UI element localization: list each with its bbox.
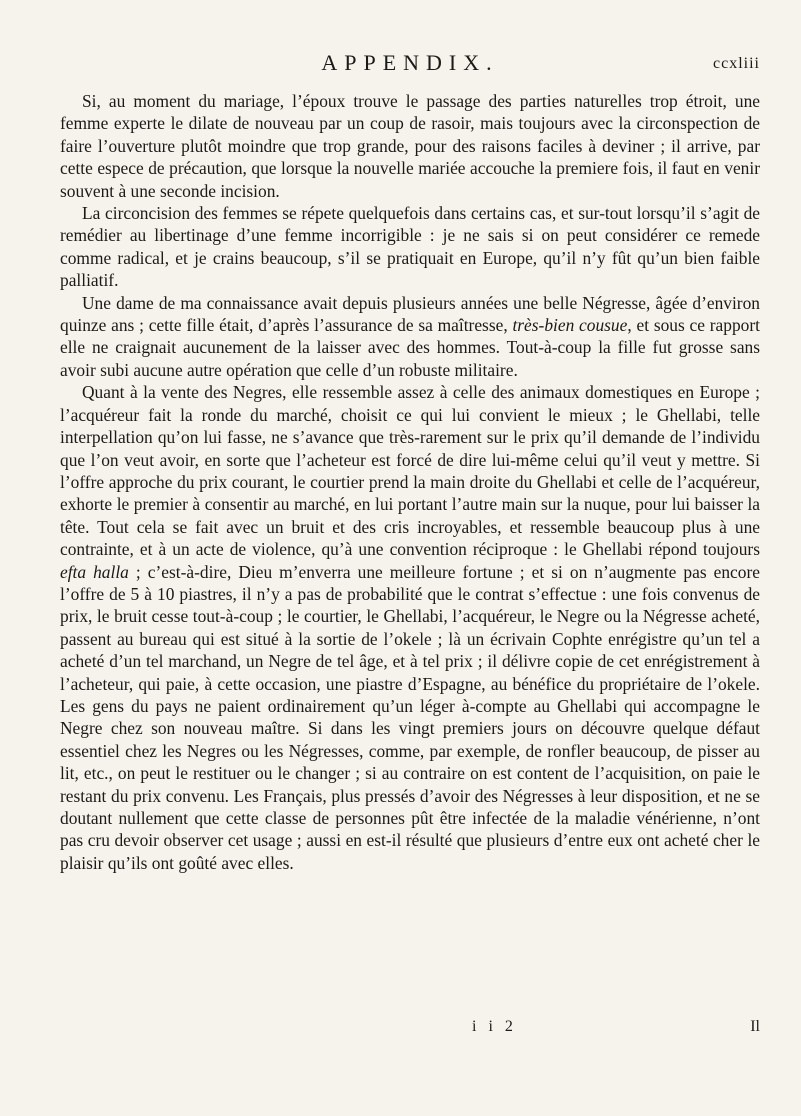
paragraph	[60, 381, 760, 874]
paragraph	[60, 292, 760, 382]
running-title: APPENDIX.	[321, 50, 499, 75]
printer-signature-mark: i i 2	[472, 1018, 517, 1035]
body-text	[60, 90, 760, 874]
text-run: ; c’est-à-dire, Dieu m’enverra une meilleure fortune ; et si on n’augmente pas encore l’offre de 5 à 10 piastres, il n’y a pas de probabilité que le contrat s’effectue : une fois convenus de prix, le bruit cesse tout-à-coup ; le courtier, le Ghellabi, l’acquéreur, le Negre ou la Négresse acheté, passent au bureau qui est situé à la sortie de l’okele ; là un écrivain Cophte enrégistre qu’un tel a acheté d’un tel marchand, un Negre de tel âge, et à tel prix ; il délivre copie de cet enrégistrement à l’acheteur, qui paie, à cette occasion, une piastre d’Espagne, au bénéfice du propriétaire de l’okele. Les gens du pays ne paient ordinairement qu’un léger à-compte au Ghellabi qui accompagne le Negre chez son nouveau maître. Si dans les vingt premiers jours on découvre quelque défaut essentiel chez les Negres ou les Négresses, comme, par exemple, de ronfler beaucoup, de pisser au lit, etc., on peut le restituer ou le changer ; si au contraire on est content de l’acquisition, on paie le restant du prix convenu. Les Français, plus pressés d’avoir des Négresses à leur disposition, et ne se doutant nullement que cette classe de personnes pût être infectée de la maladie vénérienne, n’ont pas cru devoir observer cet usage ; aussi en est-il résulté que plusieurs d’entre eux ont acheté cher le plaisir qu’ils ont goûté avec elles.	[60, 561, 760, 873]
text-run: Une dame de ma connaissance avait depuis plusieurs années une belle Négresse, âgée d’environ quinze ans ; cette fille était, d’après l’assurance de sa maîtresse,	[60, 292, 760, 336]
paragraph	[60, 202, 760, 292]
running-head	[60, 48, 760, 78]
page-footer	[60, 1015, 760, 1039]
text-run: Si, au moment du mariage, l’époux trouve le passage des parties naturelles trop étroit, une femme experte le dilate de nouveau par un coup de rasoir, mais toujours avec la circonspection de faire l’ouverture plutôt moindre que trop grande, pour des raisons faciles à deviner ; il arrive, par cette espece de précaution, que lorsque la nouvelle mariée accouche la premiere fois, il faut en venir souvent à une seconde incision.	[60, 91, 760, 201]
text-run: La circoncision des femmes se répete quelquefois dans certains cas, et sur-tout lorsqu’il s’agit de remédier au libertinage d’une femme incorrigible : je ne sais si on peut considérer ce remede comme radical, et je crains beaucoup, s’il se pratiquait en Europe, qu’il n’y fût qu’un bien faible palliatif.	[60, 203, 760, 291]
catchword: Il	[750, 1018, 760, 1035]
text-run: Quant à la vente des Negres, elle ressemble assez à celle des animaux domestiques en Europe ; l’acquéreur fait la ronde du marché, choisit ce qui lui convient le mieux ; le Ghellabi, telle interpellation qu’on lui fasse, ne s’avance que très-rarement sur le prix qu’il demande de l’individu que l’on veut avoir, en sorte que l’acheteur est forcé de dire lui-même celui qu’il veut y mettre. Si l’offre approche du prix courant, le courtier prend la main droite du Ghellabi et celle de l’acquéreur, exhorte le premier à consentir au marché, en lui portant l’autre main sur la nuque, pour lui baisser la tête. Tout cela se fait avec un bruit et des cris incroyables, et ressemble beaucoup plus à une contrainte, et à un acte de violence, qu’à une convention réciproque : le Ghellabi répond toujours	[60, 382, 760, 560]
italic-phrase: efta halla	[60, 561, 129, 582]
text-run: , et sous ce rapport elle ne craignait aucunement de la laisser avec des hommes. Tout-à-coup la fille fut grosse sans avoir subi aucune autre opération que celle d’un robuste militaire.	[60, 315, 760, 380]
page-number: ccxliii	[713, 55, 760, 72]
paragraph	[60, 90, 760, 202]
italic-phrase: très-bien cousue	[512, 315, 628, 336]
